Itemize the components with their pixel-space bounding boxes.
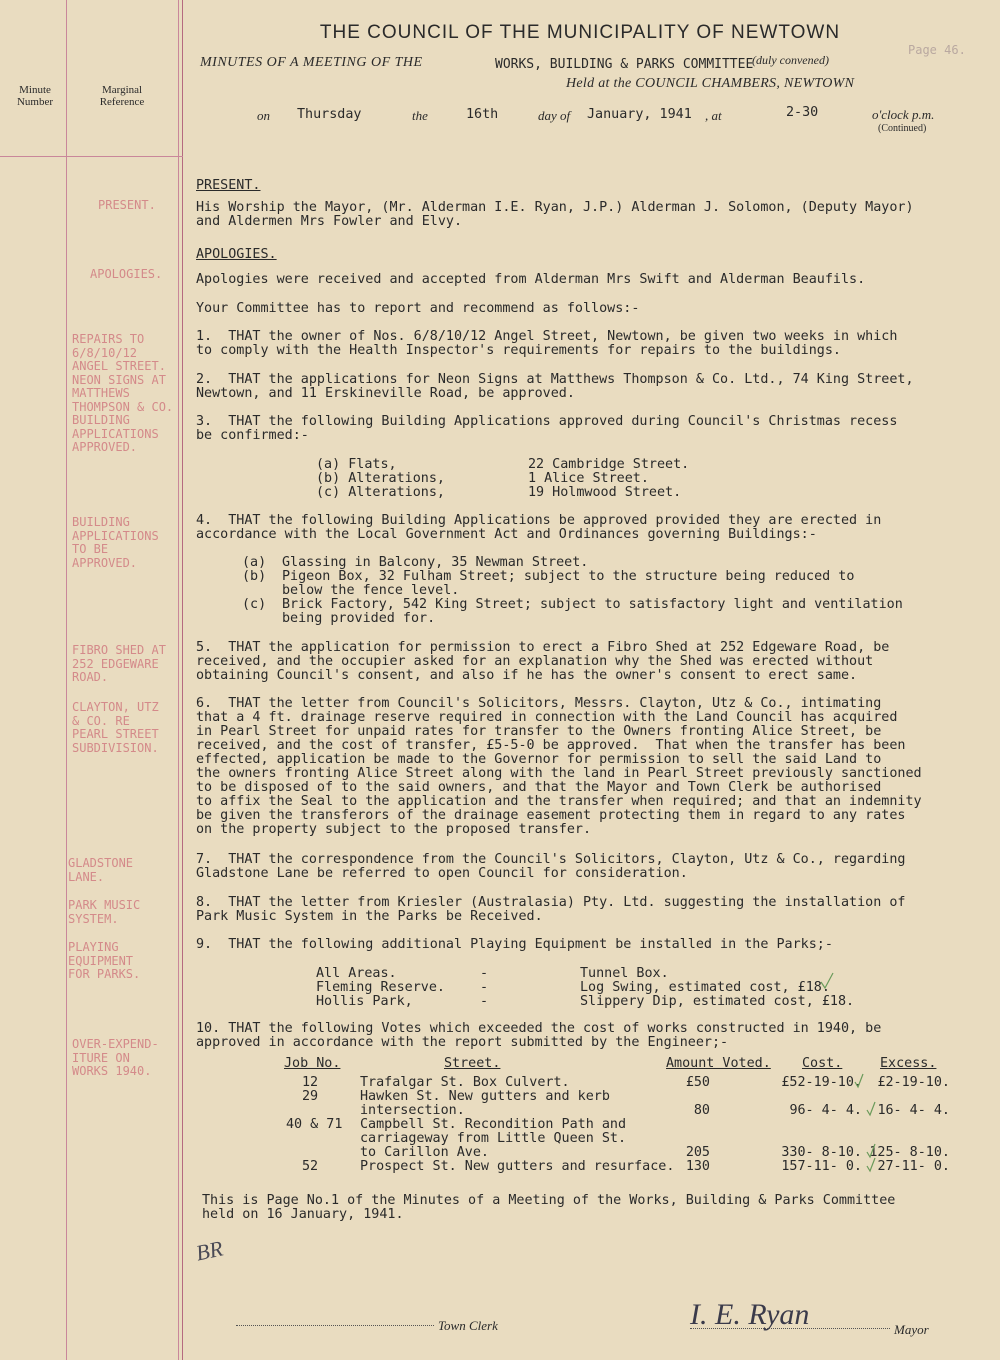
item-8: 8. THAT the letter from Kriesler (Australasia) Pty. Ltd. suggesting the installation of Park Music System in the Parks be Received. xyxy=(196,895,906,924)
margin-building-applications: BUILDING APPLICATIONS TO BE APPROVED. xyxy=(72,516,159,570)
row-job: 52 xyxy=(302,1159,319,1174)
mayor-label: Mayor xyxy=(894,1322,929,1337)
minute-number-heading: Minute Number xyxy=(16,84,54,108)
on-label: on xyxy=(257,108,270,123)
meeting-month-year: January, 1941 xyxy=(587,107,692,122)
row-amount: 80 xyxy=(693,1103,710,1118)
row-excess: £2-19-10. xyxy=(877,1075,950,1090)
item-6: 6. THAT the letter from Council's Solicitors, Messrs. Clayton, Utz & Co., intimating that a 4 ft. drainage reserve required in connection with the Land Council has acquired in Pearl Street for unpaid rates for transfer to the Owners fronting Alice Street, be received, and the cost of transfer, £5-5-0 be approved. That when the transfer has been effected, application be made to the Governor for permission to sell the said Land to the owners fronting Alice Street along with the land in Pearl Street previously sanctioned to be disposed of to the said owners, and that the Mayor and Town Clerk be authorised to affix the Seal to the application and the transfer when required; and that an indemnity be given the transferors of the drainage easement protecting them in regard to any rates on the property subject to the proposed transfer. xyxy=(196,696,922,837)
check-mark-icon xyxy=(820,972,834,990)
list-item: (c) Alterations, 19 Holmwood Street. xyxy=(316,485,682,500)
row-job: 40 & 71 xyxy=(286,1117,343,1132)
margin-present: PRESENT. xyxy=(98,199,156,212)
marginal-reference-heading: Marginal Reference xyxy=(99,84,145,108)
item-4: 4. THAT the following Building Applications be approved provided they are erected in accordance with the Local Government Act and Ordinances governing Buildings:- xyxy=(196,513,882,542)
list-item: (b) Pigeon Box, 32 Fulham Street; subject to the structure being reduced to below the fence level. xyxy=(242,569,855,598)
item-9: 9. THAT the following additional Playing Equipment be installed in the Parks;- xyxy=(196,937,833,952)
item-3-list xyxy=(316,458,689,500)
oclock-label: o'clock p.m. xyxy=(872,107,935,122)
item-2: 2. THAT the applications for Neon Signs at Matthews Thompson & Co. Ltd., 74 King Street, Newtown, and 11 Erskineville Road, be approved. xyxy=(196,372,914,401)
day-of-label: day of xyxy=(538,108,571,123)
margin-clayton-utz: CLAYTON, UTZ & CO. RE PEARL STREET SUBDIVISION. xyxy=(72,701,159,755)
row-excess: 27-11- 0. xyxy=(877,1159,950,1174)
apologies-text: Apologies were received and accepted from Alderman Mrs Swift and Alderman Beaufils. xyxy=(196,272,866,287)
row-job: 29 xyxy=(302,1089,319,1104)
check-mark-icon xyxy=(854,1073,864,1089)
row-street: Trafalgar St. Box Culvert. xyxy=(360,1075,570,1090)
item-3: 3. THAT the following Building Applications approved during Council's Christmas recess be confirmed:- xyxy=(196,414,898,443)
town-clerk-label: Town Clerk xyxy=(438,1318,498,1333)
margin-gladstone-lane: GLADSTONE LANE. xyxy=(68,857,134,884)
item-1: 1. THAT the owner of Nos. 6/8/10/12 Angel Street, Newtown, be given two weeks in which to comply with the Health Inspector's requirements for repairs to the buildings. xyxy=(196,329,898,358)
margin-park-music: PARK MUSIC SYSTEM. xyxy=(68,899,141,926)
item-5: 5. THAT the application for permission to erect a Fibro Shed at 252 Edgeware Road, be received, and the occupier asked for an explanation why the Shed was erected without obtaining Council's consent, and also if he has the owner's consent to erect same. xyxy=(196,640,890,683)
row-excess: 16- 4- 4. xyxy=(877,1103,950,1118)
margin-repairs-neon-building: REPAIRS TO 6/8/10/12 ANGEL STREET. NEON SIGNS AT MATTHEWS THOMPSON & CO. BUILDING APPLICATIONS APPROVED. xyxy=(72,333,174,454)
check-mark-icon xyxy=(866,1101,876,1117)
row-amount: 130 xyxy=(685,1159,710,1174)
convened-note: (duly convened) xyxy=(752,53,829,67)
council-title: THE COUNCIL OF THE MUNICIPALITY OF NEWTOWN xyxy=(319,22,841,43)
check-mark-icon xyxy=(866,1157,876,1173)
row-amount: 205 xyxy=(685,1145,710,1160)
meeting-time: 2-30 xyxy=(786,105,819,120)
committee-name: WORKS, BUILDING & PARKS COMMITTEE xyxy=(495,57,754,72)
list-item: All Areas. - Tunnel Box. xyxy=(316,966,669,981)
list-item: (a) Flats, 22 Cambridge Street. xyxy=(316,457,690,472)
row-cost: 96- 4- 4. xyxy=(789,1103,862,1118)
margin-apologies: APOLOGIES. xyxy=(90,268,163,281)
meeting-day: 16th xyxy=(466,107,499,122)
margin-playing-equipment: PLAYING EQUIPMENT FOR PARKS. xyxy=(68,941,141,981)
list-item: Hollis Park, - Slippery Dip, estimated cost, £18. xyxy=(316,994,855,1009)
page-label: Page 46. xyxy=(908,43,966,57)
minutes-prefix: MINUTES OF A MEETING OF THE xyxy=(200,55,423,70)
list-item: (b) Alterations, 1 Alice Street. xyxy=(316,471,649,486)
row-street: Hawken St. New gutters and kerb intersection. xyxy=(360,1089,610,1118)
item-10: 10. THAT the following Votes which exceeded the cost of works constructed in 1940, be approved in accordance with the report submitted by the Engineer;- xyxy=(196,1021,882,1050)
mayor-signature: I. E. Ryan xyxy=(690,1298,810,1331)
header-amount: Amount Voted. xyxy=(666,1056,771,1071)
header-excess: Excess. xyxy=(880,1056,937,1071)
town-clerk-signature-line xyxy=(236,1325,434,1326)
row-street: Prospect St. New gutters and resurface. xyxy=(360,1159,675,1174)
present-heading: PRESENT. xyxy=(196,178,261,193)
list-item: Fleming Reserve. - Log Swing, estimated cost, £18. xyxy=(316,980,830,995)
row-excess: 125- 8-10. xyxy=(869,1145,950,1160)
item-9-list xyxy=(316,967,854,1009)
apologies-heading: APOLOGIES. xyxy=(196,247,277,262)
meeting-weekday: Thursday xyxy=(297,107,362,122)
footer-note: This is Page No.1 of the Minutes of a Meeting of the Works, Building & Parks Committee held on 16 January, 1941. xyxy=(202,1193,896,1222)
item-7: 7. THAT the correspondence from the Council's Solicitors, Clayton, Utz & Co., regarding Gladstone Lane be referred to open Council for consideration. xyxy=(196,852,906,881)
row-cost: 157-11- 0. xyxy=(781,1159,862,1174)
at-label: , at xyxy=(705,108,722,123)
row-street: Campbell St. Recondition Path and carriageway from Little Queen St. to Carillon Ave. xyxy=(360,1117,627,1160)
header-job: Job No. xyxy=(284,1056,341,1071)
works-table xyxy=(284,1057,956,1177)
item-4-list xyxy=(242,556,903,626)
mayor-signature-line xyxy=(690,1328,890,1329)
header-rule xyxy=(0,156,183,157)
report-intro: Your Committee has to report and recommend as follows:- xyxy=(196,301,640,316)
continued-label: (Continued) xyxy=(878,123,927,134)
the-label: the xyxy=(412,108,428,123)
list-item: (a) Glassing in Balcony, 35 Newman Street. xyxy=(242,555,589,570)
header-street: Street. xyxy=(444,1056,501,1071)
row-cost: £52-19-10. xyxy=(781,1075,862,1090)
minute-column-rule xyxy=(66,0,67,1360)
present-text: His Worship the Mayor, (Mr. Alderman I.E. Ryan, J.P.) Alderman J. Solomon, (Deputy Mayor) and Aldermen Mrs Fowler and Elvy. xyxy=(196,200,914,229)
list-item: (c) Brick Factory, 542 King Street; subject to satisfactory light and ventilation being provided for. xyxy=(242,597,903,626)
row-cost: 330- 8-10. xyxy=(781,1145,862,1160)
header-cost: Cost. xyxy=(802,1056,843,1071)
row-amount: £50 xyxy=(685,1075,710,1090)
row-job: 12 xyxy=(302,1075,319,1090)
margin-over-expenditure: OVER-EXPEND- ITURE ON WORKS 1940. xyxy=(72,1038,159,1078)
held-at: Held at the COUNCIL CHAMBERS, NEWTOWN xyxy=(566,76,855,91)
initials-signature: BR xyxy=(193,1235,226,1266)
margin-fibro-shed: FIBRO SHED AT 252 EDGEWARE ROAD. xyxy=(72,644,166,684)
